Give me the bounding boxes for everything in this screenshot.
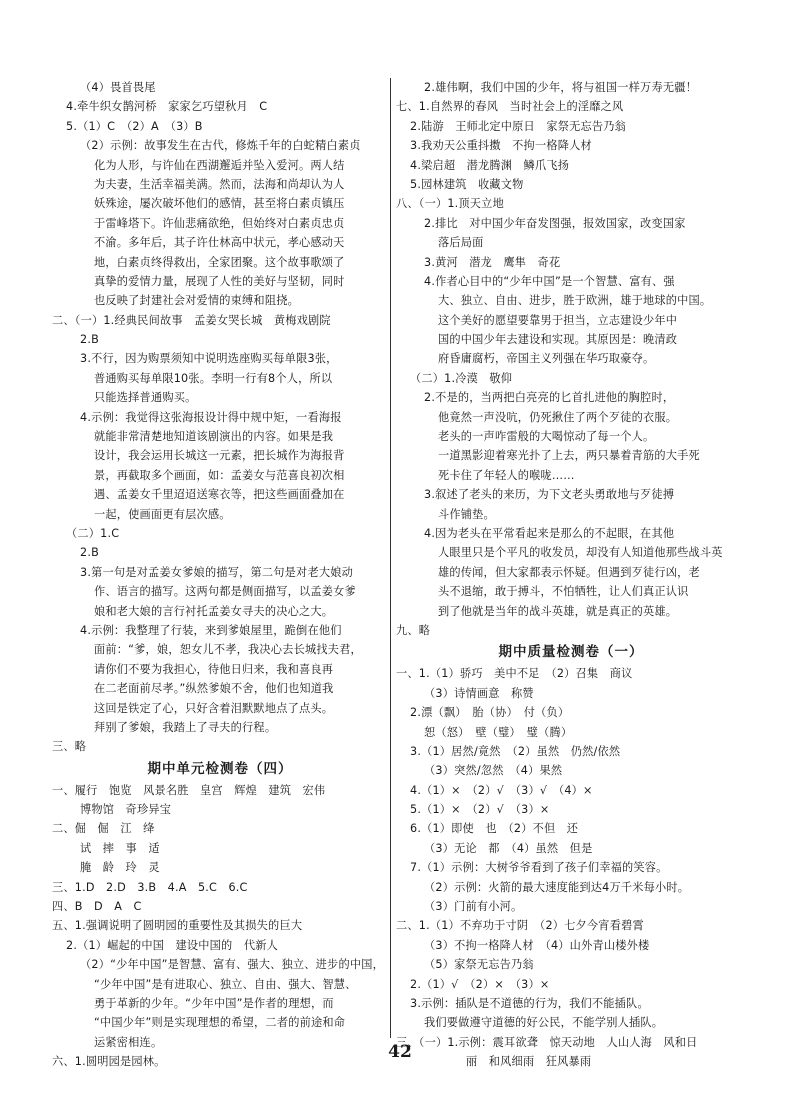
answer-line: （3）无论 都 （4）虽然 但是 bbox=[424, 841, 593, 855]
answer-line: 运紧密相连。 bbox=[94, 1035, 163, 1049]
answer-line: 遇、孟姜女千里迢迢送寒衣等，把这些画面叠加在 bbox=[94, 488, 345, 502]
answer-line: 勇于革新的少年。“少年中国”是作者的理想，而 bbox=[94, 996, 334, 1010]
answer-line: （2）示例：火箭的最大速度能到达4万千米每小时。 bbox=[424, 880, 690, 894]
answer-line: 腌 龄 玲 灵 bbox=[80, 861, 160, 875]
answer-line: 落后局面 bbox=[438, 236, 484, 250]
answer-line: 6.（1）即使 也 （2）不但 还 bbox=[410, 822, 579, 836]
answer-line: 丽 和风细雨 狂风暴雨 bbox=[466, 1055, 592, 1069]
answer-line: 一、1.（1）骄巧 美中不足 （2）召集 商议 bbox=[396, 667, 633, 681]
right-column bbox=[396, 78, 746, 1072]
answer-line: （3）门前有小河。 bbox=[424, 900, 523, 914]
answer-line: 4.示例：我觉得这张海报设计得中规中矩，一看海报 bbox=[80, 410, 342, 424]
answer-line: 就能非常清楚地知道该剧演出的内容。如果是我 bbox=[94, 430, 334, 444]
answer-line: 二、倔 倔 江 绛 bbox=[52, 822, 155, 836]
answer-line: 恕（怒） 壁（璧） 璧（腾） bbox=[424, 725, 573, 739]
answer-line: 四、B D A C bbox=[52, 900, 142, 914]
answer-line: 2.B bbox=[80, 333, 99, 347]
answer-line: 3.（1）居然/竟然 （2）虽然 仍然/依然 bbox=[410, 744, 621, 758]
answer-line: 5.园林建筑 收藏文物 bbox=[410, 177, 524, 191]
answer-line: 这回是铁定了心，只好含着泪默默地点了点头。 bbox=[94, 701, 334, 715]
answer-line: 4.牵牛织女鹊河桥 家家乞巧望秋月 C bbox=[66, 100, 268, 114]
answer-line: 地，白素贞终得救出，全家团聚。这个故事歌颂了 bbox=[94, 255, 345, 269]
answer-line: 三、1.D 2.D 3.B 4.A 5.C 6.C bbox=[52, 880, 248, 894]
answer-line: 设计，我会运用长城这一元素，把长城作为海报背 bbox=[94, 449, 345, 463]
answer-line: 娘和老大娘的言行衬托孟姜女寻夫的决心之大。 bbox=[94, 604, 334, 618]
answer-line: （3）诗情画意 称赞 bbox=[424, 686, 534, 700]
answer-line: 头不退缩，敢于搏斗，不怕牺牲，让人们真正认识 bbox=[438, 585, 689, 599]
answer-line: “中国少年”则是实现理想的希望，二者的前途和命 bbox=[94, 1016, 346, 1030]
left-column bbox=[52, 78, 388, 1072]
answer-line: 也反映了封建社会对爱情的束缚和阻挠。 bbox=[94, 294, 299, 308]
section-heading: 期中质量检测卷（一） bbox=[498, 644, 644, 661]
section-heading: 期中单元检测卷（四） bbox=[147, 760, 293, 777]
answer-line: 2.排比 对中国少年奋发图强，报效国家，改变国家 bbox=[424, 216, 686, 230]
answer-line: （二）1.C bbox=[66, 526, 120, 540]
answer-line: 二、1.（1）不弃功于寸阴 （2）七夕今宵看碧霄 bbox=[396, 919, 644, 933]
answer-line: 3.不行，因为购票须知中说明选座购买每单限3张， bbox=[80, 352, 338, 366]
answer-line: 七、1.自然界的春风 当时社会上的淫靡之风 bbox=[396, 100, 624, 114]
answer-line: 2.陆游 王师北定中原日 家祭无忘告乃翁 bbox=[410, 119, 627, 133]
answer-line: 他竟然一声没吭，仍死揪住了两个歹徒的衣服。 bbox=[438, 410, 678, 424]
answer-line: 一道黑影迎着寒光扑了上去，两只暴着青筋的大手死 bbox=[438, 449, 700, 463]
answer-line: 只能选择普通购买。 bbox=[94, 391, 197, 405]
answer-line: “少年中国”是有进取心、独立、自由、强大、智慧、 bbox=[94, 977, 357, 991]
answer-line: 九、略 bbox=[396, 623, 431, 637]
answer-line: 请你们不要为我担心，待他日归来，我和喜良再 bbox=[94, 662, 334, 676]
answer-line: 八、（一）1.顶天立地 bbox=[396, 197, 504, 211]
answer-line: （3）突然/忽然 （4）果然 bbox=[424, 764, 563, 778]
answer-line: 博物馆 奇珍异宝 bbox=[80, 803, 172, 817]
answer-line: 3.黄河 潜龙 鹰隼 奇花 bbox=[424, 255, 561, 269]
answer-line: 为夫妻，生活幸福美满。然而，法海和尚却认为人 bbox=[94, 177, 345, 191]
answer-line: 2.雄伟啊，我们中国的少年，将与祖国一样万寿无疆！ bbox=[424, 81, 697, 94]
answer-line: 真挚的爱情力量，展现了人性的美好与坚韧，同时 bbox=[94, 274, 345, 288]
answer-line: 大、独立、自由、进步，胜于欧洲，雄于地球的中国。 bbox=[438, 294, 712, 308]
answer-line: 在二老面前尽孝。”纵然爹娘不舍，他们也知道我 bbox=[94, 682, 334, 696]
answer-line: 4.梁启超 潜龙腾渊 鳞爪飞扬 bbox=[410, 158, 570, 172]
answer-line: 三、略 bbox=[52, 740, 87, 754]
answer-line: 作、语言的描写。这两句都是侧面描写，以孟姜女爹 bbox=[94, 585, 356, 599]
answer-line: 2.B bbox=[80, 546, 99, 560]
answer-line: 7.（1）示例：大树爷爷看到了孩子们幸福的笑容。 bbox=[410, 861, 668, 875]
answer-line: （二）1.冷漠 敬仰 bbox=[410, 371, 513, 385]
answer-line: 2.（1）√ （2）× （3）× bbox=[410, 977, 550, 991]
answer-line: 2.漂（飘） 胎（协） 付（负） bbox=[410, 706, 570, 720]
answer-line: （3）不拘一格降人材 （4）山外青山楼外楼 bbox=[424, 938, 650, 952]
answer-line: 死卡住了年轻人的喉咙…… bbox=[438, 468, 575, 482]
answer-line: 景，再截取多个画面，如：孟姜女与范喜良初次相 bbox=[94, 468, 345, 482]
answer-line: 5.（1）× （2）√ （3）× bbox=[410, 803, 550, 817]
answer-line: 六、1.圆明园是园林。 bbox=[52, 1055, 166, 1069]
answer-line: 我们要做遵守道德的好公民，不能学别人插队。 bbox=[424, 1016, 664, 1030]
answer-line: 3.示例：插队是不道德的行为，我们不能插队。 bbox=[410, 996, 649, 1010]
answer-line: 面前：“爹，娘，恕女儿不孝，我决心去长城找夫君， bbox=[94, 643, 362, 657]
answer-line: 试 摔 事 适 bbox=[80, 841, 160, 855]
answer-line: 不渝。多年后，其子许仕林高中状元，孝心感动天 bbox=[94, 236, 345, 250]
answer-line: 4.作者心目中的“少年中国”是一个智慧、富有、强 bbox=[424, 274, 675, 288]
answer-line: 拜别了爹娘，我踏上了寻夫的行程。 bbox=[94, 720, 277, 734]
answer-line: 4.（1）× （2）√ （3）√ （4）× bbox=[410, 783, 593, 797]
answer-line: 三、（一）1.示例：震耳欲聋 惊天动地 人山人海 风和日 bbox=[396, 1035, 698, 1049]
answer-line: 3.叙述了老头的来历，为下文老头勇敢地与歹徒搏 bbox=[424, 488, 675, 502]
answer-line: 2.（1）崛起的中国 建设中国的 代新人 bbox=[66, 938, 278, 952]
answer-line: 2.不是的，当两把白亮亮的匕首扎进他的胸腔时， bbox=[424, 391, 675, 405]
answer-line: 于雷峰塔下。许仙悲痛欲绝，但始终对白素贞忠贞 bbox=[94, 216, 345, 230]
answer-line: 雄的传闻，但大家都表示怀疑。但遇到歹徒行凶，老 bbox=[438, 565, 700, 579]
answer-line: 一起，使画面更有层次感。 bbox=[94, 507, 231, 521]
answer-line: （5）家祭无忘告乃翁 bbox=[424, 958, 534, 972]
answer-line: 4.因为老头在平常看起来是那么的不起眼，在其他 bbox=[424, 526, 675, 540]
answer-line: 人眼里只是个平凡的收发员，却没有人知道他那些战斗英 bbox=[438, 546, 723, 560]
answer-line: 3.第一句是对孟姜女爹娘的描写，第二句是对老大娘动 bbox=[80, 565, 353, 579]
answer-line: （4）畏首畏尾 bbox=[80, 81, 156, 94]
answer-line: 五、1.强调说明了圆明园的重要性及其损失的巨大 bbox=[52, 919, 303, 933]
answer-line: 斗作铺垫。 bbox=[438, 507, 495, 521]
answer-line: 5.（1）C （2）A （3）B bbox=[66, 119, 203, 133]
page-number: 42 bbox=[388, 1042, 412, 1062]
answer-line: 二、（一）1.经典民间故事 孟姜女哭长城 黄梅戏剧院 bbox=[52, 313, 331, 327]
answer-line: 化为人形，与许仙在西湖邂逅并坠入爱河。两人结 bbox=[94, 158, 345, 172]
answer-line: （2）示例：故事发生在古代，修炼千年的白蛇精白素贞 bbox=[80, 139, 361, 153]
answer-line: 3.我劝天公重抖擞 不拘一格降人材 bbox=[410, 139, 592, 153]
answer-line: 妖殊途，屡次破坏他们的感情，甚至将白素贞镇压 bbox=[94, 197, 345, 211]
answer-line: （2）“少年中国”是智慧、富有、强大、独立、进步的中国， bbox=[80, 958, 384, 972]
answer-line: 普通购买每单限10张。李明一行有8个人，所以 bbox=[94, 371, 333, 385]
answer-line: 这个美好的愿望要靠男于担当，立志建设少年中 bbox=[438, 313, 678, 327]
answer-line: 到了他就是当年的战斗英雄，就是真正的英雄。 bbox=[438, 604, 678, 618]
answer-line: 老头的一声咋雷般的大喝惊动了每一个人。 bbox=[438, 430, 655, 444]
answer-line: 国的中国少年去建设和实现。其原因是：晚清政 bbox=[438, 333, 678, 347]
column-divider bbox=[390, 78, 391, 1038]
answer-line: 4.示例：我整理了行装，来到爹娘屋里，跪倒在他们 bbox=[80, 623, 342, 637]
answer-line: 府昏庸腐朽，帝国主义列强在华巧取豪夺。 bbox=[438, 352, 655, 366]
answer-line: 一、履行 饱览 风景名胜 皇宫 辉煌 建筑 宏伟 bbox=[52, 783, 326, 797]
